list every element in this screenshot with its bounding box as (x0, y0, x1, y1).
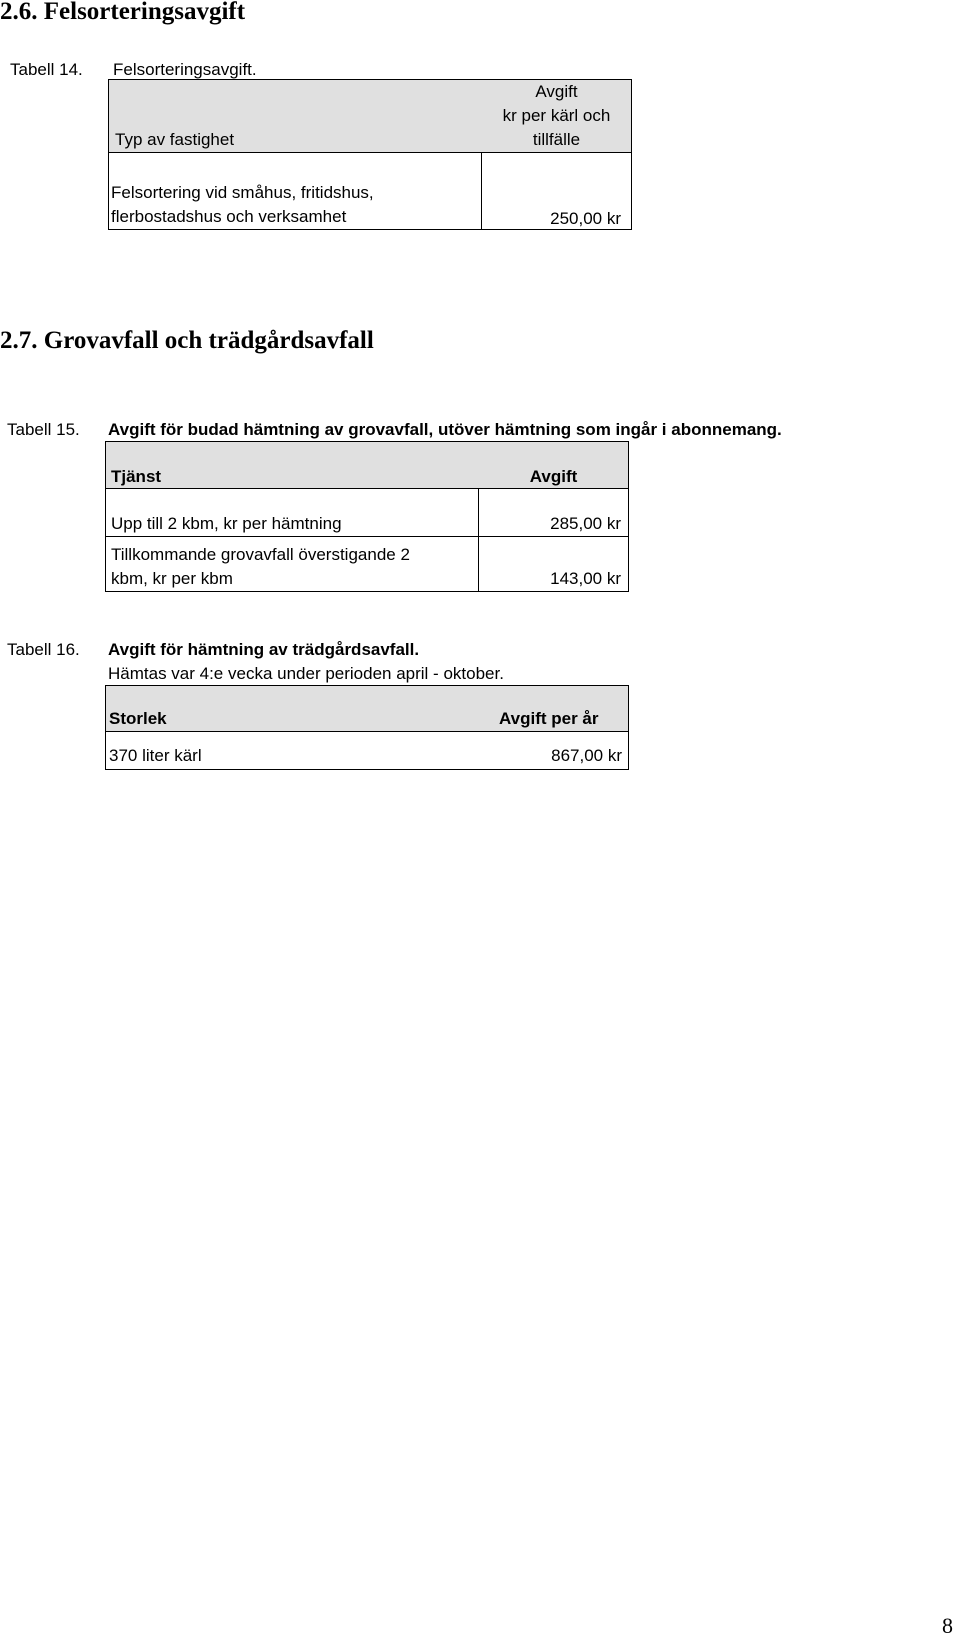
table-16-subtitle: Hämtas var 4:e vecka under perioden april - oktober. (108, 664, 504, 683)
table-14-header-fee (481, 79, 632, 153)
table-row-fee (478, 536, 629, 592)
section-heading-2-6: 2.6. Felsorteringsavgift (0, 0, 246, 25)
table-row-spacer (314, 731, 480, 770)
table-row-fee (479, 731, 629, 770)
column-header-type: Typ av fastighet (115, 130, 235, 149)
table-row-fee (481, 152, 632, 230)
table-16-header-spacer (314, 685, 480, 732)
row-fee: 285,00 kr (550, 514, 621, 533)
column-header-fee: Avgift per år (499, 709, 599, 728)
column-header-fee: Avgift (529, 467, 578, 486)
table-row (108, 152, 482, 230)
table-16-header-size (105, 685, 315, 732)
table-16-header-fee (479, 685, 629, 732)
row-fee: 867,00 kr (551, 746, 622, 765)
table-14-title: Felsorteringsavgift. (113, 60, 257, 79)
table-15-header-service (105, 441, 479, 489)
column-header-fee: Avgift (535, 82, 578, 101)
table-14-number: Tabell 14. (10, 60, 83, 79)
page-number: 8 (942, 1613, 953, 1638)
section-heading-2-7: 2.7. Grovavfall och trädgårdsavfall (0, 327, 374, 354)
row-type-line2: flerbostadshus och verksamhet (111, 207, 347, 226)
table-15-title: Avgift för budad hämtning av grovavfall, utöver hämtning som ingår i abonnemang. (108, 420, 782, 439)
table-15-number: Tabell 15. (7, 420, 80, 439)
table-row-fee (478, 488, 629, 537)
table-row (105, 488, 479, 537)
table-16-number: Tabell 16. (7, 640, 80, 659)
table-row (105, 536, 479, 592)
row-fee: 250,00 kr (550, 209, 621, 228)
row-type-line1: Felsortering vid småhus, fritidshus, (111, 183, 374, 202)
column-header-fee-unit: kr per kärl och (502, 106, 611, 125)
column-header-service: Tjänst (111, 467, 162, 486)
table-16-title: Avgift för hämtning av trädgårdsavfall. (108, 640, 420, 659)
column-header-fee-occasion: tillfälle (532, 130, 581, 149)
table-14-header-type (108, 79, 482, 153)
table-15-header-fee (478, 441, 629, 489)
row-service-line2: kbm, kr per kbm (111, 569, 233, 588)
row-service: Upp till 2 kbm, kr per hämtning (111, 514, 342, 533)
column-header-size: Storlek (109, 709, 167, 728)
table-row (105, 731, 315, 770)
row-service-line1: Tillkommande grovavfall överstigande 2 (111, 545, 410, 564)
row-fee: 143,00 kr (550, 569, 621, 588)
row-size: 370 liter kärl (109, 746, 202, 765)
